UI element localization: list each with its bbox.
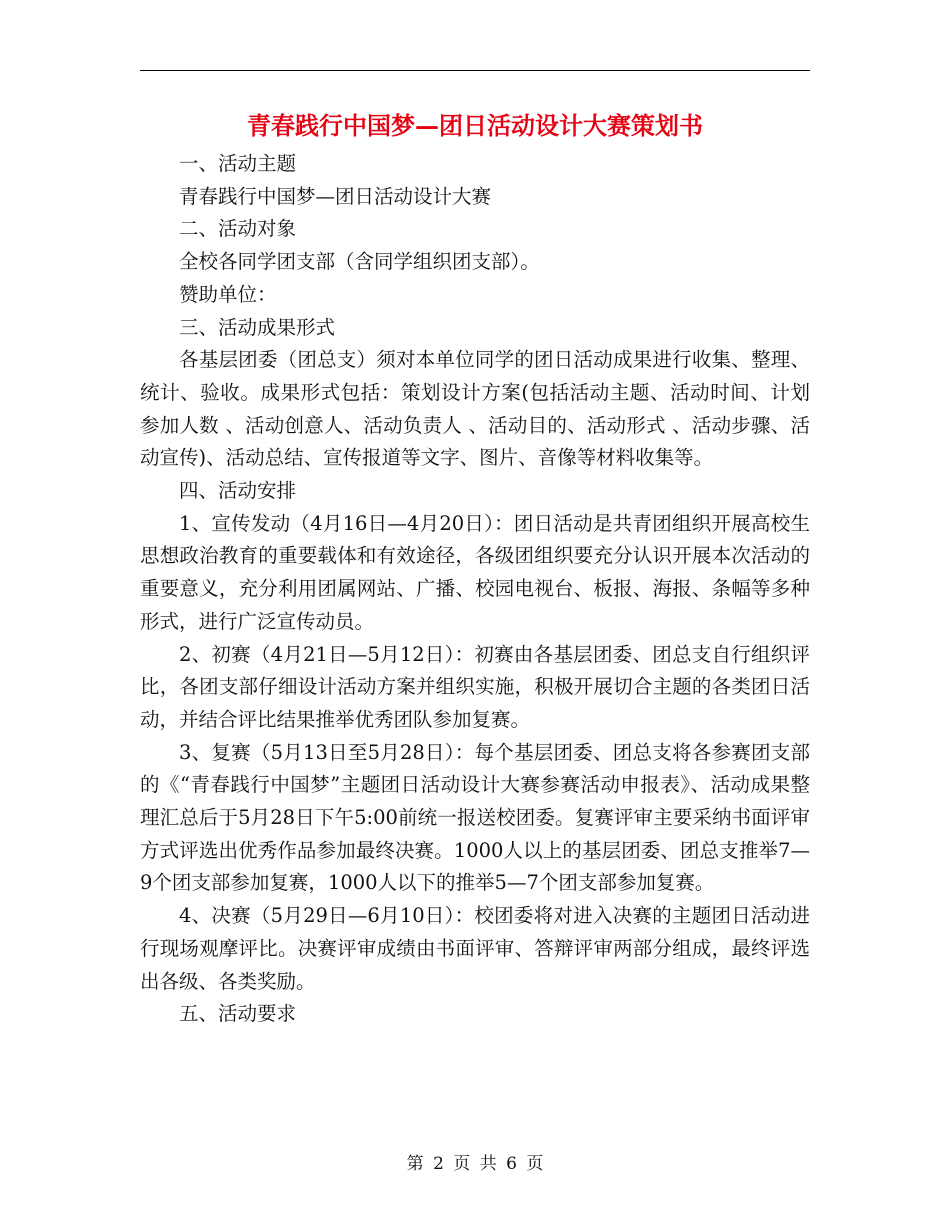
heading-activity-schedule: 四、活动安排 bbox=[179, 479, 297, 503]
heading-activity-theme: 一、活动主题 bbox=[179, 152, 297, 175]
schedule-final: 4、决赛（5月29日—6月10日）：校团委将对进入决赛的主题团日活动进行现场观摩评比。决赛评审成绩由书面评审、答辩评审两部分组成，最终评选出各级、各类奖励。 bbox=[140, 904, 810, 993]
activity-target-text: 全校各同学团支部（含同学组织团支部）。 bbox=[179, 250, 540, 274]
schedule-semifinal: 3、复赛（5月13日至5月28日）：每个基层团委、团总支将各参赛团支部的《“青春践行中国梦”主题团日活动设计大赛参赛活动申报表》、活动成果整理汇总后于5月28日下午5:00前统一报送校团委。复赛评审主要采纳书面评审方式评选出优秀作品参加最终决赛。1000人以上的基层团委、团总支推举7—9个团支部参加复赛，1000人以下的推举5—7个团支部参加复赛。 bbox=[140, 740, 810, 895]
schedule-promotion: 1、宣传发动（4月16日—4月20日）：团日活动是共青团组织开展高校生思想政治教育的重要载体和有效途径，各级团组织要充分认识开展本次活动的重要意义，充分利用团属网站、广播、校园电视台、板报、海报、条幅等多种形式，进行广泛宣传动员。 bbox=[140, 511, 810, 633]
heading-activity-requirements: 五、活动要求 bbox=[179, 1002, 297, 1026]
page-number-footer: 第 2 页 共 6 页 bbox=[406, 1154, 544, 1174]
header-rule bbox=[140, 70, 810, 71]
document-body bbox=[140, 148, 810, 1031]
document-title: 青春践行中国梦—团日活动设计大赛策划书 bbox=[247, 111, 703, 140]
activity-theme-text: 青春践行中国梦—团日活动设计大赛 bbox=[179, 184, 492, 208]
schedule-preliminary: 2、初赛（4月21日—5月12日）：初赛由各基层团委、团总支自行组织评比，各团支部仔细设计活动方案并组织实施，积极开展切合主题的各类团日活动，并结合评比结果推举优秀团队参加复赛。 bbox=[140, 642, 810, 731]
results-form-text: 各基层团委（团总支）须对本单位同学的团日活动成果进行收集、整理、统计、验收。成果形式包括：策划设计方案(包括活动主题、活动时间、计划参加人数 、活动创意人、活动负责人 、活动目的、活动形式 、活动步骤、活动宣传)、活动总结、宣传报道等文字、图片、音像等材料收集等。 bbox=[140, 348, 810, 470]
sponsor-line: 赞助单位： bbox=[179, 282, 277, 306]
heading-results-form: 三、活动成果形式 bbox=[179, 315, 336, 339]
heading-activity-target: 二、活动对象 bbox=[179, 217, 297, 241]
